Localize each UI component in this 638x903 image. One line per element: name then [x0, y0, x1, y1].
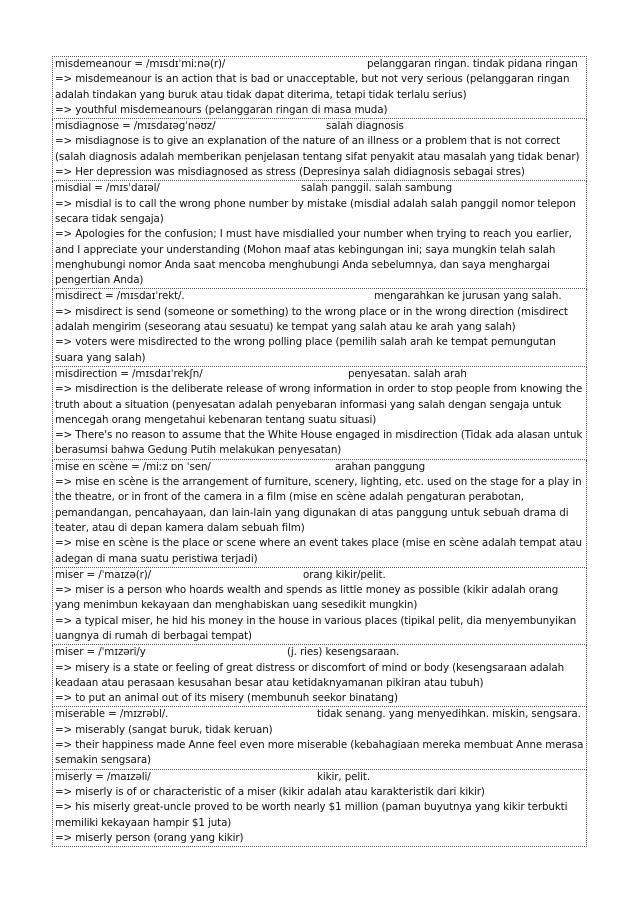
glossary-entry — [52, 181, 587, 289]
glossary-entry — [52, 568, 587, 645]
entry-translation: arahan panggung — [335, 460, 426, 473]
entry-header — [55, 770, 584, 785]
entry-line: => Her depression was misdiagnosed as stress (Depresinya salah didiagnosis sebagai stres) — [55, 166, 525, 179]
entry-translation: salah panggil. salah sambung — [301, 182, 453, 195]
entry-line: => miser is a person who hoards wealth and spends as little money as possible (kikir adalah orang yang menimbun kekayaan dan menghabiskan uang sesedikit mungkin) — [55, 584, 559, 612]
glossary-list — [52, 56, 587, 847]
entry-line: => youthful misdemeanours (pelanggaran ringan di masa muda) — [55, 103, 388, 116]
entry-term: misdirection = /mɪsdaɪˈrekʃn/ — [55, 367, 203, 380]
glossary-entry — [52, 707, 587, 769]
entry-line: => misdial is to call the wrong phone number by mistake (misdial adalah salah panggil nomor telepon secara tidak sengaja) — [55, 197, 576, 225]
entry-line: => a typical miser, he hid his money in the house in various places (tipikal pelit, dia menyembunyikan uangnya di rumah di berbagai tempat) — [55, 614, 577, 642]
entry-line: => their happiness made Anne feel even more miserable (kebahagiaan mereka membuat Anne merasa semakin sengsara) — [55, 739, 584, 767]
glossary-entry — [52, 119, 587, 181]
entry-line: => misdemeanour is an action that is bad or unacceptable, but not very serious (pelanggaran ringan adalah tindakan yang buruk atau tidak dapat diterima, tetapi tidak terlalu serius) — [55, 73, 570, 101]
entry-term: misdial = /mɪsˈdaɪəl/ — [55, 182, 160, 195]
entry-line: => mise en scène is the arrangement of furniture, scenery, lighting, etc. used on the stage for a play in the theatre, or in front of the camera in a film (mise en scène adalah pengaturan perabotan, pemandangan, pencahayaan, dan lain-lain yang digunakan di atas panggung untuk sebuah drama di teater, atau di depan kamera dalam sebuah film) — [55, 476, 582, 534]
entry-line: => miserly person (orang yang kikir) — [55, 831, 244, 844]
entry-line: => miserably (sangat buruk, tidak keruan) — [55, 723, 273, 736]
entry-term: misdiagnose = /mɪsdaɪəɡˈnəʊz/ — [55, 120, 216, 133]
entry-term: miser = /ˈmaɪzə(r)/ — [55, 568, 152, 581]
entry-line: => misdiagnose is to give an explanation of the nature of an illness or a problem that is not correct (salah diagnosis adalah memberikan penjelasan tentang sifat penyakit atau masalah yang tidak benar) — [55, 135, 580, 163]
entry-header — [55, 645, 584, 660]
entry-translation: tidak senang. yang menyedihkan. miskin, sengsara. — [317, 708, 581, 721]
entry-translation: (j. ries) kesengsaraan. — [287, 646, 400, 659]
entry-term: miserly = /maɪzəli/ — [55, 770, 151, 783]
entry-line: => voters were misdirected to the wrong polling place (pemilih salah arah ke tempat pemungutan suara yang salah) — [55, 336, 556, 364]
entry-translation: mengarahkan ke jurusan yang salah. — [374, 290, 562, 303]
entry-header — [55, 707, 584, 722]
entry-header — [55, 181, 584, 196]
glossary-entry — [52, 367, 587, 460]
entry-line: => misdirect is send (someone or something) to the wrong place or in the wrong direction (misdirect adalah mengirim (seseorang atau sesuatu) ke tempat yang salah atau ke arah yang salah) — [55, 305, 568, 334]
glossary-entry — [52, 770, 587, 847]
entry-line: => misdirection is the deliberate release of wrong information in order to stop people from knowing the truth about a situation (penyesatan adalah penyebaran informasi yang salah dengan sengaja untuk mencegah orang mengetahui kebenaran tentang suatu situasi) — [55, 383, 583, 426]
entry-translation: pelanggaran ringan. tindak pidana ringan — [367, 58, 578, 70]
entry-header — [55, 119, 584, 134]
entry-line: => to put an animal out of its misery (membunuh seekor binatang) — [55, 692, 398, 705]
glossary-entry — [52, 645, 587, 707]
entry-line: => mise en scène is the place or scene where an event takes place (mise en scène adalah tempat atau adegan di mana suatu peristiwa terjadi) — [55, 537, 582, 565]
entry-translation: kikir, pelit. — [317, 770, 371, 783]
entry-line: => miserly is of or characteristic of a miser (kikir adalah atau karakteristik dari kikir) — [55, 785, 485, 798]
glossary-entry — [52, 56, 587, 119]
entry-header — [55, 568, 584, 583]
entry-translation: orang kikir/pelit. — [303, 568, 386, 581]
entry-line: => There's no reason to assume that the White House engaged in misdirection (Tidak ada alasan untuk berasumsi bahwa Gedung Putih melakukan penyesatan) — [55, 429, 583, 457]
entry-header — [55, 57, 584, 72]
entry-translation: penyesatan. salah arah — [348, 367, 467, 380]
entry-header — [55, 460, 584, 475]
entry-term: miser = /ˈmɪzəri/y — [55, 646, 146, 659]
entry-header — [55, 367, 584, 382]
entry-term: miserable = /mɪzrəbl/. — [55, 708, 169, 721]
entry-term: misdirect = /mɪsdaɪˈrekt/. — [55, 290, 185, 303]
entry-line: => his miserly great-uncle proved to be worth nearly $1 million (paman buyutnya yang kikir terbukti memiliki kekayaan hampir $1 juta) — [55, 801, 568, 829]
entry-term: mise en scène = /miːz ɒn ˈsen/ — [55, 460, 211, 473]
entry-line: => Apologies for the confusion; I must have misdialled your number when trying to reach you earlier, and I appreciate your understanding (Mohon maaf atas kebingungan ini; saya mungkin telah salah menghubungi nomor Anda saat mencoba menghubungi Anda sebelumnya, dan saya menghargai pengertian Anda) — [55, 228, 572, 287]
entry-header — [55, 289, 584, 304]
entry-line: => misery is a state or feeling of great distress or discomfort of mind or body (kesengsaraan adalah keadaan atau perasaan kesusahan besar atau ketidaknyamanan pikiran atau tubuh) — [55, 661, 565, 689]
entry-term: misdemeanour = /mɪsdɪˈmiːnə(r)/ — [55, 58, 226, 70]
entry-translation: salah diagnosis — [326, 120, 404, 133]
glossary-entry — [52, 289, 587, 366]
glossary-entry — [52, 460, 587, 568]
